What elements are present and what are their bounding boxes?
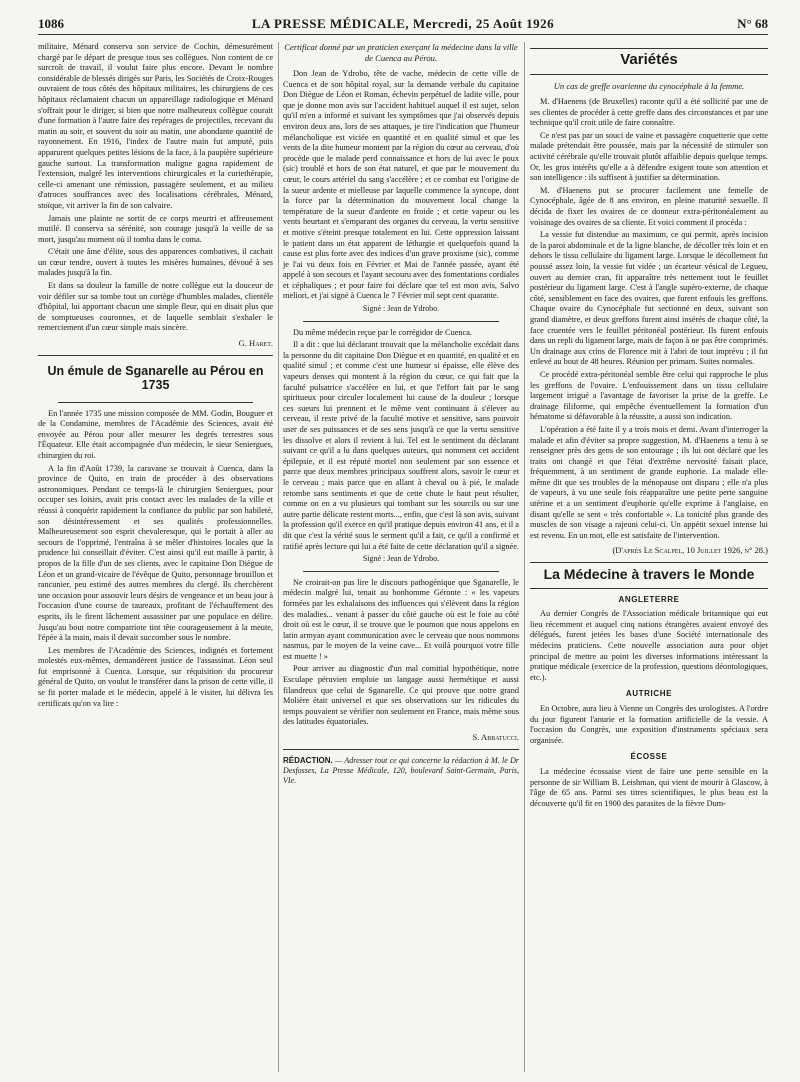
paragraph: L'opération a été faite il y a trois mois et demi. Avant d'interroger la malade et afin d'éviter sa propre suggestion, M. d'Haenens a tenu à se renseigner près des gens de son entourage ; ils lui ont déclaré que les traits ont changé et que l'état d'extrême nervosité faisait place, fréquemment, à un sentiment de grande euphorie. La malade elle-même dit que ses troubles de la ménopause ont disparu ; elle n'a plus de vapeurs, à vu une seule fois réapparaître une petite perte sanguine utérine et a un sentiment d'euphorie qu'elle exprime à l'anglaise, en disant qu'elle se sent « très confortable ». La tonicité plus grande des muscles de son visage a rajeuni celui-ci. Un appétit sexuel intense lui est revenu. En un mot, elle est satisfaite de l'intervention. — [530, 424, 768, 540]
certificate-text: Don Jean de Ydrobo, tête de vache, médecin de cette ville de Cuenca et de son hôpital royal, sur la demande verbale du capitaine Don Diègue de Léon et Roman, échevin perpétuel de ladite ville, pour que je donne mon avis sur l'accident habituel auquel il est sujet, selon qu'il m'en a informé et suivant les symptômes que j'ai observés depuis environ deux ans, lors de ses attaques, je tire l'indication que l'humeur mélancholique est viciée en quantité et en qualité simul et que les vents de la dite humeur montent par la région du cœur au cerveau, d'où procède que le malade perd connaissance et hors de lui avec le poux (sic) troublé et hors de son état naturel, et que par le mouvement du cœur, le cours artériel du sang s'accélère ; et ce combat est l'origine de la sueur ardente et mielleuse par laquelle commence la syncope, dont la force par la détermination du mouvement local change la température de la sueur d'ardente en froide ; et cette vapeur ou les vents heurtant et s'emparant des organes du cerveau, la vertu sensitive et motive s'éteint presque totalement en lui. Cette oppression laissant le patient dans un état apparent de léthargie et quelquefois quand la cause est plus forte avec des indices d'un grave proxisme (sic), comme je l'ai vu deux fois en Février et Mai de l'année passée, ayant été appelé à son secours et l'ayant secouru avec des fomentations cordiales et céphaliques ; et pour faire foi déclare que tel est mon avis, Salvo meliori, et j'ai signé à Cuenca le 7 Février mil sept cent quarante. — [283, 69, 519, 301]
paragraph: C'était une âme d'élite, sous des apparences combatives, il cachait un cœur tendre, ouvert à toutes les misères humaines, dévoué à ses malades jusqu'à la fin. — [38, 247, 273, 278]
divider — [58, 402, 253, 403]
certificate-signature: Signé : Jean de Ydrobo. — [362, 554, 440, 564]
country-heading: ANGLETERRE — [618, 594, 680, 604]
paragraph: Au dernier Congrès de l'Association médicale britannique qui eut lieu récemment et auquel cinq nations étrangères avaient envoyé des délégués, furent jetées les bases d'une Société internationale des médecins praticiens. Cette nouvelle association aura pour objet principal de mettre au point les diverses informations intéressant la pratique médicale (exercice de la profession, questions déontologiques, etc.). — [530, 609, 768, 682]
divider — [530, 74, 768, 75]
article-heading: Un cas de greffe ovarienne du cynocéphale à la femme. — [553, 80, 745, 91]
paragraph: Du même médecin reçue par le corrégidor de Cuenca. — [293, 327, 472, 337]
author-signature: S. Abbatucci. — [472, 732, 519, 743]
paragraph: A la fin d'Août 1739, la caravane se trouvait à Cuenca, dans la province de Quito, en train de procéder à des observations astronomiques. Pendant ce temps-là le chirurgien Seniergues, pour occuper ses loisirs, avait pris contact avec les malades de la ville et réussi à conquérir rapidement la confiance du public par son habileté, son désintéressement et ses qualités professionnelles. Malheureusement son esprit chevaleresque, qui le portait à aller au secours de l'opprimé, l'entraîna à se mêler d'histoires locales que la prudence lui conseillait d'éviter. C'est ainsi qu'il eut maille à partir, à propos de la fille d'un de ses clients, avec le capitaine Don Diègue de Léon et un grand-vicaire de l'évêque de Quito, personnage brouillon et rancunier, peu estimé des autres membres du clergé. Ils cherchèrent une occasion pour assouvir leurs désirs de vengeance et un beau jour à l'occasion d'une course de taureaux, profitant de l'échauffement des esprits, ils le firent lâchement assassiner par une populace en délire. Jusqu'au bout notre compatriote tint tête courageusement à la meute, l'épée à la main, mais il devait succomber sous le nombre. — [38, 463, 273, 643]
column-middle — [283, 42, 519, 1077]
column-divider — [278, 42, 279, 1072]
paragraph: Pour arriver au diagnostic d'un mal comitial hypothétique, notre Esculape péruvien emploie un langage aussi hermétique et aussi filandreux que celui de Sganarelle. Ce qui prouve que notre grand Molière était universel et que ses observations sur les ridicules du temps pouvaient se vérifier non seulement en France, mais même sous des latitudes équatoriales. — [283, 664, 519, 727]
paragraph: La vessie fut distendue au maximum, ce qui permit, après incision de la paroi abdominale et de la ligne blanche, de décoller très loin et en dehors le tissu cellulaire du ligament large. Lorsque le décollement fut poussé assez loin, la vessie fut vidée ; un écarteur vésical de Legueu, ouvert au dernier cran, fit apparaître très nettement tout le feuillet postérieur du ligament large. C'est à l'angle supéro-externe, de chaque côté, sensiblement en face des ovaires, que furent enfouis les greffons. Chaque ovaire du Cynocéphale fut sectionné en deux, suivant son grand diamètre, et deux greffons furent ainsi insérés de chaque côté, la face cruentée vers le feuillet péritonéal postérieur. Ils furent enfouis dans un repli du ligament large, mais de façon à ne pas être comprimés. Un drainage aux crins de Florence mit à l'abri de tout imprévu ; il fut enlevé au bout de 48 heures. Réunion per primam. Suites normales. — [530, 230, 768, 367]
country-heading: AUTRICHE — [625, 689, 673, 699]
page-header — [38, 14, 768, 35]
redaction-notice — [283, 756, 519, 786]
certificate-signature: Signé : Jean de Ydrobo. — [362, 304, 440, 314]
section-title: La Médecine à travers le Monde — [543, 566, 755, 583]
paragraph: M. d'Haenens put se procurer facilement une femelle de Cynocéphale, âgée de 8 ans environ, en pleine maturité sexuelle. Il décida de fixer les ovaires de ce donneur extra-péritonéalement au voisinage des ovaires de sa cliente. Et voici comment il procéda : — [530, 185, 768, 227]
paragraph: Les membres de l'Académie des Sciences, indignés et fortement molestés eux-mêmes, demandèrent justice de l'assassinat. Léon seul fut emprisonné à Cuenca. Lorsque, sur réquisition du procureur général de Quito, on voulut le transférer dans la prison de cette ville, il se fit porter malade et le médecin, appelé à le visiter, lui délivra les certificats qu'on va lire : — [38, 645, 273, 708]
certificate-text: Il a dit : que lui déclarant trouvait que la mélancholie excédait dans la personne du dit capitaine Don Diègue et en quantité, en qualité et en qualité simul ; et comme c'est une humeur si épaisse, elle élève des vapeurs denses qui montent à la région du cœur, ce qui fait que la faculté pulsatrice s'accélère en lui, et que l'effort fait par le sang spiritueux pour circuler localement lui cause de la douleur ; lorsque ces sueurs lui prennent et le même vent continuant à s'élever au cerveau, il reste privé de la faculté motive et sensitive, sans pouvoir user de ses puissances et de ses sens jusqu'à ce que la vertu sensitive les dissolve et alors il revient à lui. Tel est le sentiment du déclarant suivant ce qu'il a lu dans quelques auteurs, qui nomment cet accident épilepsie, et il est réputé mortel non seulement par son essence et parce que deux membres principaux souffrent alors, savoir le cœur et le cerveau ; mais parce que en allant à cheval ou à pié, le malade retombe sans sentiments et que de cette chute le haut peut résulter, comme on en a vu plusieurs qui tombant sur les sourcils ou sur une autre partie délicate restent morts..., enfin, que c'est là son avis, suivant la profession qu'il exerce en qu'il pratique depuis environ 41 ans, et il a dit que c'est la vérité sous le serment qu'il a fait, ce qu'il a confirmé et ratifié après lecture qui lui a été faite de cette déclaration qu'il a signée. — [283, 340, 519, 551]
column-divider — [524, 42, 525, 1072]
paragraph: La médecine écossaise vient de faire une perte sensible en la personne de sir William B. Leishman, qui vient de mourir à Glascow, à l'âge de 65 ans. Parmi ses titres scientifiques, le plus beau est la découverte qu'il fit en 1900 des parasites de la fièvre Dum- — [530, 766, 768, 808]
paragraph: M. d'Haenens (de Bruxelles) raconte qu'il a été sollicité par une de ses clientes de procéder à cette greffe dans des circonstances et par une technique qu'il croit utile de faire connaître. — [530, 97, 768, 128]
redaction-label: RÉDACTION. — [283, 755, 333, 765]
divider — [530, 48, 768, 49]
page-number: 1086 — [38, 16, 64, 31]
paragraph: En Octobre, aura lieu à Vienne un Congrès des urologistes. A l'ordre du jour figurent l'anurie et la formation artificielle de la vessie. A l'occasion du Congrès, une exposition d'instruments spéciaux sera organisée. — [530, 703, 768, 745]
column-left — [38, 42, 273, 1077]
journal-title: LA PRESSE MÉDICALE, Mercredi, 25 Août 1926 — [251, 16, 555, 31]
divider — [283, 749, 519, 750]
certificate-heading: Certificat donné par un praticien exerçant la médecine dans la ville de Cuenca au Pérou. — [284, 42, 518, 63]
paragraph: Et dans sa douleur la famille de notre collègue eut la douceur de voir défiler sur sa tombe tout un cortège d'humbles malades, clientèle d'hôpital, lui apportant chacun une simple fleur, qui en disait plus que de somptueuses couronnes, et de laquelle semblait s'exhaler le remerciement d'un cœur simple mais sincère. — [38, 281, 273, 333]
paragraph: Ne croirait-on pas lire le discours pathogénique que Sganarelle, le médecin malgré lui, tenait au bonhomme Géronte : « les vapeurs formées par les exhalaisons des influences qui s'élèvent dans la région des maladies... venant à passer du côté gauche où est le foie au côté droit où est le cœur, il se trouve que le poumon que nous appelons en latin armyan ayant communication avec le cerveau que nous nommons nasmus, par le moyen de la veine cave... Et voilà pourquoi votre fille est muette ! » — [283, 577, 519, 661]
redaction-text: — Adresser tout ce qui concerne la rédaction à M. le Dr Desfosses, La Presse Médicale, 120, boulevard Saint-Germain, Paris, VIe. — [283, 755, 519, 785]
paragraph: En l'année 1735 une mission composée de MM. Godin, Bouguer et de la Condamine, membres de l'Académie des Sciences, avait été envoyée au Pérou pour aller mesurer les degrés terrestres sous l'Équateur. Elle était accompagnée d'un médecin, le sieur Seniergues, chirurgien du roi. — [38, 408, 273, 460]
article-title: Un émule de Sganarelle au Pérou en 1735 — [47, 363, 264, 392]
paragraph: Ce n'est pas par un souci de vaine et passagère coquetterie que cette malade prétendait être poussée, mais par la nécessité de stimuler son activité cérébrale qu'elle trouvait plutôt affaiblie depuis quelque temps. Or, les gros intérêts qu'elle a à défendre exigent toute son attention et son intelligence : ils suffisent à justifier sa détermination. — [530, 130, 768, 183]
issue-number: N° 68 — [737, 16, 768, 31]
column-right — [530, 42, 768, 1077]
divider — [303, 321, 499, 322]
paragraph: militaire, Ménard conserva son service de Cochin, démesurément chargé par le départ de presque tous ses collègues. Non content de ce surcroît de travail, il voulut faire plus encore. Devant le nombre considérable de blessés dirigés sur Paris, les Sociétés de Croix-Rouges ouvraient de tous côtés des hôpitaux militaires, les chirurgiens de ces hôpitaux réclamaient chacun un appareillage radiologique et Ménard s'offrait pour le diriger, si bien que notre malheureux collègue courait d'une formation à l'autre faire des repérages de projectiles, recevant du matin au soir, et souvent du soir au matin, une abondante quantité de rayonnement. En 1916, l'index de l'autre main fut amputé, puis apparurent quelques petites lésions de la face, à la paupière supérieure gauche surtout. La transformation maligne gagna rapidement de l'extension, malgré les interventions chirurgicales et la curiethérapie, celle-ci amenant une rémission, passagère seulement, et au milieu d'atroces souffrances avec des localisations cérébrales, Ménard, stoïque, vit arriver la fin de son calvaire. — [38, 42, 273, 210]
divider — [530, 562, 768, 563]
author-signature: G. Haret. — [238, 338, 273, 349]
paragraph: Ce procédé extra-péritonéal semble être celui qui rapproche le plus les greffons de l'ovaire. L'enfouissement dans un tissu cellulaire largement irrigué a l'avantage de favoriser la prise de la greffe. Le drainage filiforme, qui empêche éventuellement la formation d'un hématome si défavorable à la réussite, a aussi son indication. — [530, 369, 768, 422]
section-title: Variétés — [620, 51, 678, 68]
paragraph: Jamais une plainte ne sortit de ce corps meurtri et affreusement mutilé. Il conserva sa sérénité, son courage jusqu'à la veille de sa mort, jusqu'au moment où il tomba dans le coma. — [38, 213, 273, 244]
divider — [303, 571, 499, 572]
country-heading: ÉCOSSE — [630, 752, 668, 762]
divider — [38, 355, 273, 356]
citation: (D'après Le Scalpel, 10 Juillet 1926, n° 28.) — [612, 545, 768, 556]
divider — [530, 588, 768, 589]
